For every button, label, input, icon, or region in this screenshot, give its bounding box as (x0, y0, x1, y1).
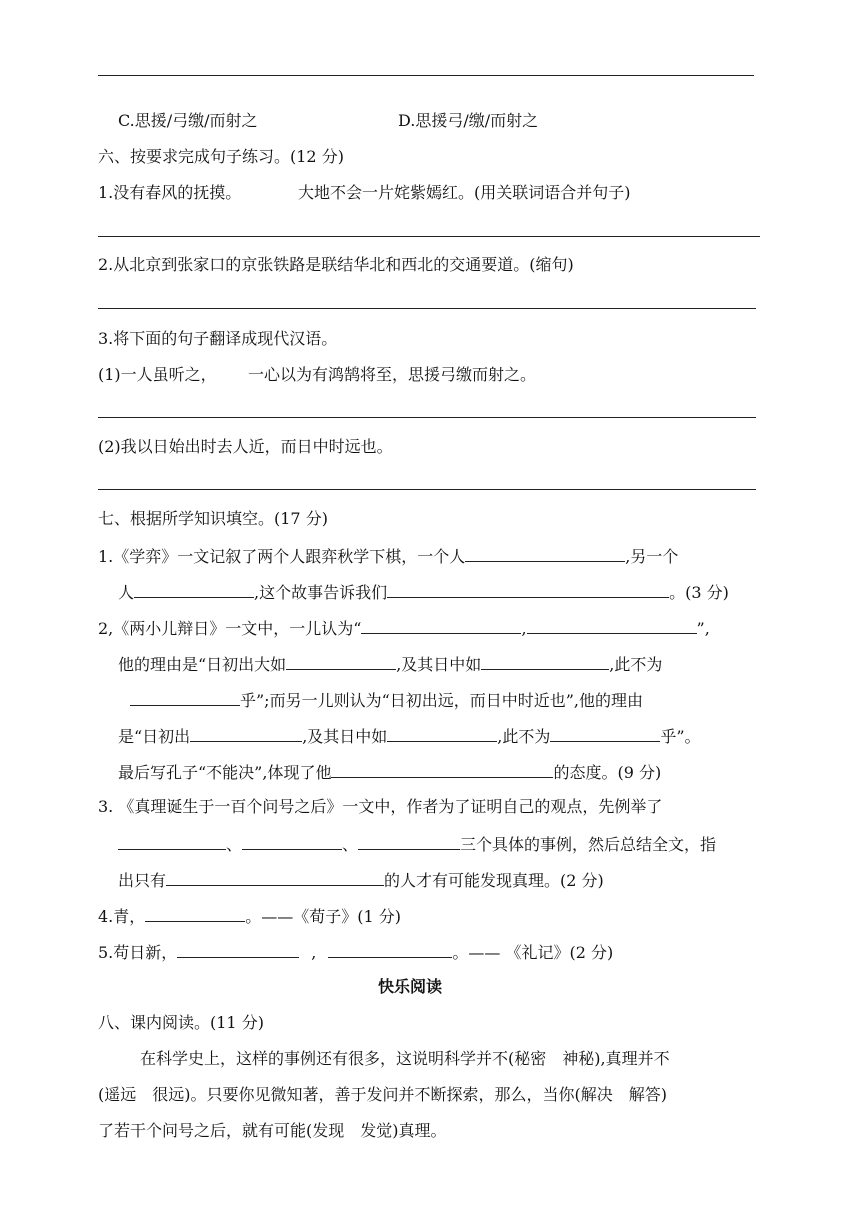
q6-1-part-b: 大地不会一片姹紫嫣红。(用关联词语合并句子) (298, 183, 631, 202)
q6-3-2: (2)我以日始出时去人近，而日中时远也。 (98, 437, 393, 456)
q7-1-text-c: 人 (118, 583, 135, 602)
q6-3-1-part-a: (1)一人虽听之， (98, 365, 217, 384)
q6-3-1-part-b: 一心以为有鸿鹄将至，思援弓缴而射之。 (248, 365, 537, 384)
answer-line (98, 489, 756, 490)
fill-blank[interactable] (130, 688, 240, 706)
q7-4 (98, 904, 401, 928)
answer-line (98, 75, 754, 76)
fill-blank[interactable] (134, 580, 254, 598)
q7-2-text-f: ,此不为 (609, 655, 663, 674)
q7-2-text-c: ”, (696, 619, 710, 638)
q7-2-text-d: 他的理由是“日初出大如 (118, 655, 287, 674)
section7-heading: 七、根据所学知识填空。(17 分) (98, 509, 328, 528)
reading-paragraph-line2: (遥远 很远)。只要你见微知著，善于发问并不断探索，那么，当你(解决 解答) (98, 1085, 667, 1104)
section8-heading: 八、课内阅读。(11 分) (98, 1013, 264, 1032)
q7-1-text-a: 1.《学弈》一文记叙了两个人跟弈秋学下棋，一个人 (98, 547, 466, 566)
q7-2-text-j: ,此不为 (497, 727, 551, 746)
q7-5-text-a: 5.苟日新， (98, 943, 178, 962)
q6-3: 3.将下面的句子翻译成现代汉语。 (98, 329, 338, 348)
q7-3-line3 (118, 868, 604, 892)
q7-1-text-d: ,这个故事告诉我们 (254, 583, 388, 602)
q7-2-line4 (118, 724, 701, 748)
q7-2-text-b: , (521, 619, 527, 638)
fill-blank[interactable] (387, 580, 669, 598)
fill-blank[interactable] (358, 832, 460, 850)
answer-line (98, 417, 756, 418)
q7-2-text-m: 的态度。(9 分) (553, 763, 662, 782)
q7-4-text-b: 。——《荀子》(1 分) (245, 907, 402, 926)
fill-blank[interactable] (550, 724, 660, 742)
q7-5 (98, 940, 613, 964)
q7-2-line5 (118, 760, 661, 784)
answer-line (98, 308, 756, 309)
section6-heading: 六、按要求完成句子练习。(12 分) (98, 147, 344, 166)
q7-1-text-e: 。(3 分) (669, 583, 729, 602)
q7-3-line2 (118, 832, 716, 856)
q7-5-text-c: 。—— 《礼记》(2 分) (452, 943, 614, 962)
fill-blank[interactable] (190, 724, 302, 742)
q7-1-line2 (118, 580, 729, 604)
q7-2-text-a: 2,《两小儿辩日》一文中，一儿认为“ (98, 619, 362, 638)
q7-2-text-i: ,及其日中如 (302, 727, 388, 746)
reading-title: 快乐阅读 (378, 977, 443, 996)
fill-blank[interactable] (481, 652, 609, 670)
answer-line (98, 236, 760, 237)
q6-2: 2.从北京到张家口的京张铁路是联结华北和西北的交通要道。(缩句) (98, 255, 574, 274)
q7-1-line1 (98, 544, 678, 568)
q7-5-text-b: , (311, 943, 317, 962)
q7-2-text-g: 乎”;而另一儿则认为“日初出远，而日中时近也”,他的理由 (240, 691, 644, 710)
fill-blank[interactable] (465, 544, 625, 562)
fill-blank[interactable] (145, 904, 245, 922)
q7-2-line3 (130, 688, 643, 712)
reading-paragraph-line1: 在科学史上，这样的事例还有很多，这说明科学并不(秘密 神秘),真理并不 (140, 1049, 670, 1068)
q7-3-text-e: 出只有 (118, 871, 167, 890)
q6-1-part-a: 1.没有春风的抚摸。 (98, 183, 242, 202)
q7-4-text-a: 4.青， (98, 907, 146, 926)
fill-blank[interactable] (177, 940, 299, 958)
q7-2-text-e: ,及其日中如 (396, 655, 482, 674)
q7-2-text-l: 最后写孔子“不能决”,体现了他 (118, 763, 332, 782)
fill-blank[interactable] (286, 652, 396, 670)
q7-3-text-c: 、 (342, 835, 359, 854)
q7-1-text-b: ,另一个 (625, 547, 679, 566)
q7-2-text-k: 乎”。 (660, 727, 701, 746)
option-d: D.思援弓/缴/而射之 (398, 111, 539, 130)
q7-3-text-d: 三个具体的事例，然后总结全文，指 (460, 835, 717, 854)
q7-2-line1 (98, 616, 710, 640)
q7-2-line2 (118, 652, 662, 676)
option-c: C.思援/弓缴/而射之 (118, 111, 258, 130)
fill-blank[interactable] (331, 760, 553, 778)
fill-blank[interactable] (166, 868, 384, 886)
fill-blank[interactable] (361, 616, 521, 634)
q7-3-line1: 3. 《真理诞生于一百个问号之后》一文中，作者为了证明自己的观点，先例举了 (98, 797, 663, 816)
fill-blank[interactable] (387, 724, 497, 742)
fill-blank[interactable] (242, 832, 342, 850)
fill-blank[interactable] (527, 616, 697, 634)
reading-paragraph-line3: 了若干个问号之后，就有可能(发现 发觉)真理。 (98, 1121, 447, 1140)
q7-3-text-b: 、 (226, 835, 243, 854)
fill-blank[interactable] (118, 832, 226, 850)
q7-3-text-f: 的人才有可能发现真理。(2 分) (384, 871, 604, 890)
q7-2-text-h: 是“日初出 (118, 727, 191, 746)
fill-blank[interactable] (328, 940, 452, 958)
